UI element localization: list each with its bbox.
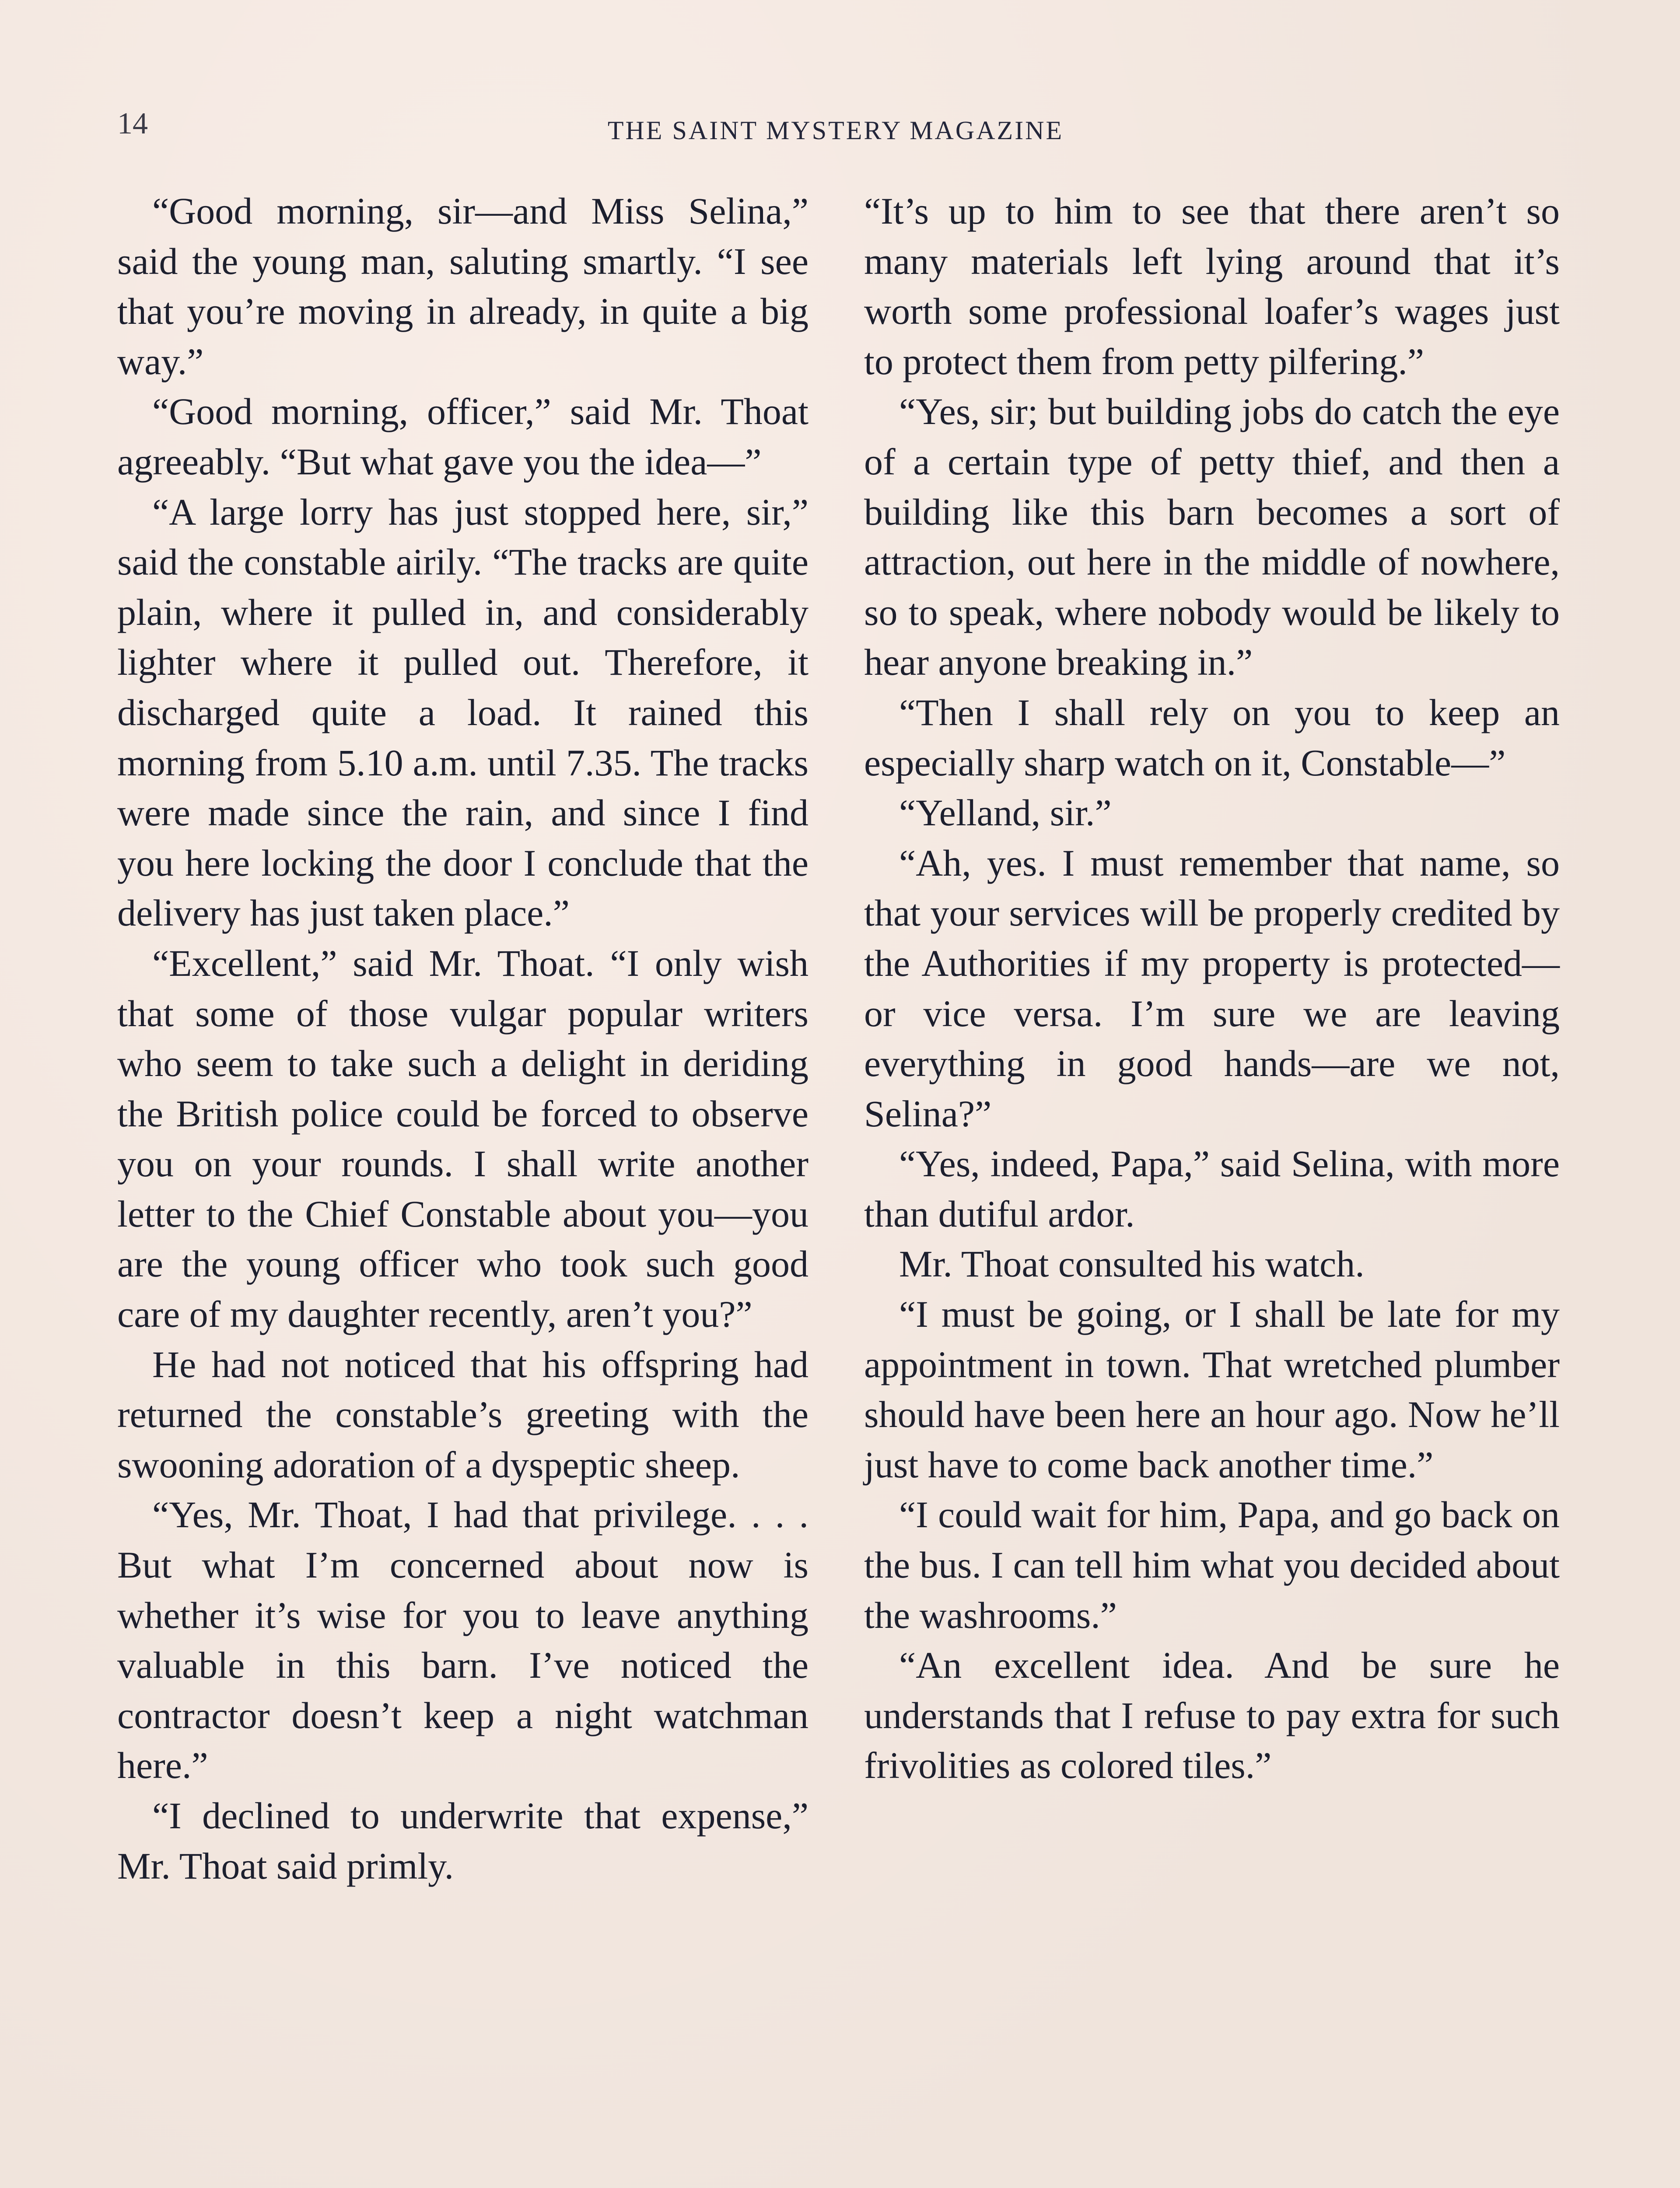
paragraph: “Good morning, sir—and Miss Selina,” said the young man, saluting smartly. “I see that you’re moving in already, in quite a big way.”: [117, 190, 808, 382]
paragraph: “Yelland, sir.”: [899, 792, 1112, 834]
paragraph: Mr. Thoat consulted his watch.: [899, 1243, 1365, 1285]
paragraph: “I declined to underwrite that expense,” Mr. Thoat said primly.: [117, 1795, 808, 1887]
paragraph: “Then I shall rely on you to keep an especially sharp watch on it, Constable—”: [864, 691, 1560, 784]
left-column: [117, 186, 808, 1891]
paragraph: “Ah, yes. I must remember that name, so that your services will be properly credited by the Authorities if my property is protected—or vice versa. I’m sure we are leaving everything in good hands—are we not, Selina?”: [864, 842, 1560, 1135]
paragraph: “Yes, indeed, Papa,” said Selina, with more than dutiful ardor.: [864, 1143, 1560, 1235]
paragraph: He had not noticed that his offspring had returned the constable’s greeting with the swooning adoration of a dyspeptic sheep.: [117, 1343, 808, 1486]
paragraph: “I must be going, or I shall be late for my appointment in town. That wretched plumber should have been here an hour ago. Now he’ll just have to come back another time.”: [864, 1293, 1560, 1486]
right-column: [864, 186, 1560, 1791]
paragraph: “A large lorry has just stopped here, sir,” said the constable airily. “The tracks are quite plain, where it pulled in, and considerably lighter where it pulled out. Therefore, it discharged quite a load. It rained this morning from 5.10 a.m. until 7.35. The tracks were made since the rain, and since I find you here locking the door I conclude that the delivery has just taken place.”: [117, 491, 808, 934]
paragraph-continuation: “It’s up to him to see that there aren’t so many materials left lying around that it’s worth some professional loafer’s wages just to protect them from petty pilfering.”: [864, 190, 1560, 382]
paragraph: “Yes, Mr. Thoat, I had that privilege. . . . But what I’m concerned about now is whether it’s wise for you to leave anything valuable in this barn. I’ve noticed the contractor doesn’t keep a night watchman here.”: [117, 1494, 808, 1787]
paragraph: “Yes, sir; but building jobs do catch the eye of a certain type of petty thief, and then a building like this barn becomes a sort of attraction, out here in the middle of nowhere, so to speak, where nobody would be likely to hear anyone breaking in.”: [864, 390, 1560, 684]
running-head: THE SAINT MYSTERY MAGAZINE: [607, 116, 1064, 145]
paragraph: “Excellent,” said Mr. Thoat. “I only wish that some of those vulgar popular writers who seem to take such a delight in deriding the British police could be forced to observe you on your rounds. I shall write another letter to the Chief Constable about you—you are the young officer who took such good care of my daughter recently, aren’t you?”: [117, 942, 808, 1336]
page-number: 14: [117, 107, 148, 140]
paragraph: “I could wait for him, Papa, and go back on the bus. I can tell him what you decided about the washrooms.”: [864, 1494, 1560, 1636]
paragraph: “An excellent idea. And be sure he understands that I refuse to pay extra for such frivolities as colored tiles.”: [864, 1644, 1560, 1787]
paragraph: “Good morning, officer,” said Mr. Thoat agreeably. “But what gave you the idea—”: [117, 390, 808, 483]
